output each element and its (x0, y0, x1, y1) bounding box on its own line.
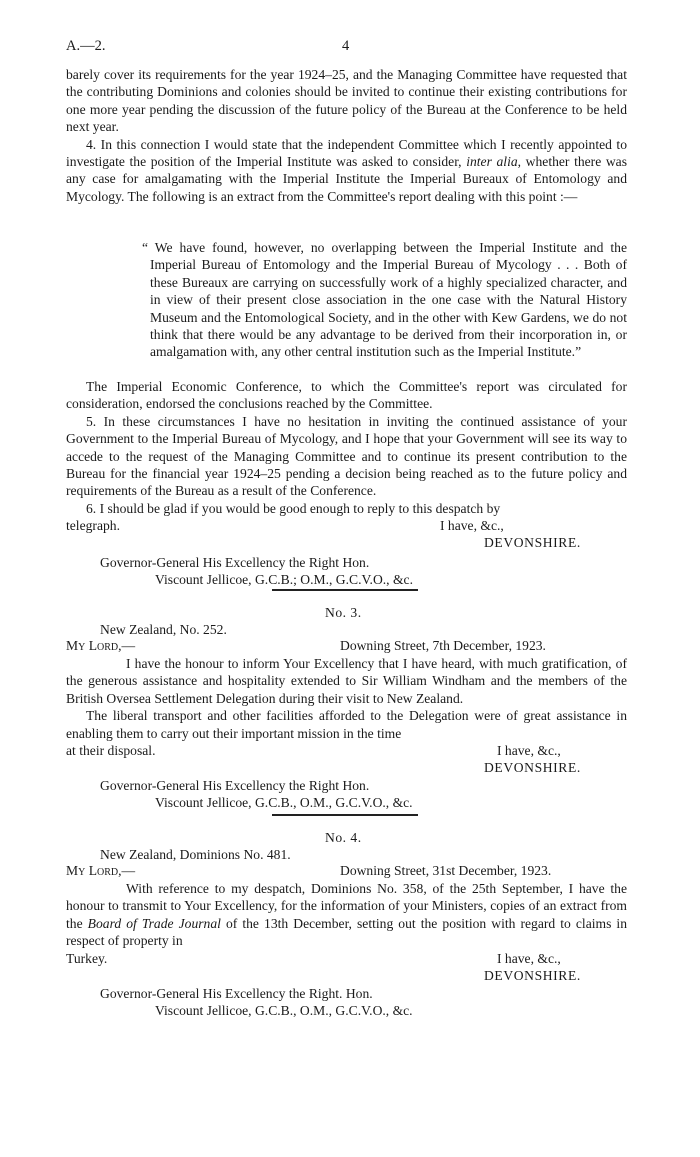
italic-journal-title: Board of Trade Journal (87, 915, 221, 931)
closing-i-have: I have, &c., (497, 743, 561, 758)
closing-i-have: I have, &c., (440, 518, 504, 533)
closing-i-have: I have, &c., (497, 951, 561, 966)
paragraph-1-end: Turkey. (66, 951, 108, 966)
addressee-line-2: Viscount Jellicoe, G.C.B., O.M., G.C.V.O., &c. (155, 1003, 413, 1018)
paragraph-1: With reference to my despatch, Dominions No. 358, of the 25th September, I have the honour to transmit to Your Excellency, for the information of your Ministers, copies of an extract from the Board of Trade Journal of the 13th December, setting out the position with regard to claims in respect of property in (66, 881, 627, 949)
paragraph-1: I have the honour to inform Your Excellency that I have heard, with much gratification, of the generous assistance and hospitality extended to Sir William Windham and the members of the British Oversea Settlement Delegation during their visit to New Zealand. (66, 656, 627, 706)
paragraph-6-end: telegraph. (66, 518, 120, 533)
addressee-line-2: Viscount Jellicoe, G.C.B., O.M., G.C.V.O., &c. (155, 795, 413, 810)
despatch-reference: New Zealand, Dominions No. 481. (100, 847, 291, 862)
letter-body-closing (66, 378, 627, 517)
italic-inter-alia: inter alia (466, 154, 518, 170)
salutation: My Lord,— (66, 638, 136, 653)
despatch-number-heading: No. 3. (325, 605, 362, 620)
committee-report-quote: “ We have found, however, no overlapping between the Imperial Institute and the Imperial Bureau of Entomology and the Imperial Bureau of Mycology . . . Both of these Bureaux are carrying on successfully work of a highly specialized character, and in view of their present close association in the one case with the Natural History Museum and the Entomological Society, and in the other with Kew Gardens, we do not think that there would be any advantage to be derived from their incorporation in, or amalgamation with, any other central institution such as the Imperial Institute.” (142, 240, 627, 360)
addressee-line-1: Governor-General His Excellency the Right Hon. (100, 555, 370, 570)
paragraph-iec: The Imperial Economic Conference, to which the Committee's report was circulated for consideration, endorsed the conclusions reached by the Committee. (66, 379, 627, 412)
letter-body-continued (66, 66, 627, 205)
paragraph-6: 6. I should be glad if you would be good enough to reply to this despatch by (86, 500, 501, 516)
place-date: Downing Street, 31st December, 1923. (340, 863, 552, 878)
place-date: Downing Street, 7th December, 1923. (340, 638, 546, 653)
addressee-line-2: Viscount Jellicoe, G.C.B.; O.M., G.C.V.O., &c. (155, 572, 413, 587)
signature: DEVONSHIRE. (484, 968, 581, 983)
paragraph-5: 5. In these circumstances I have no hesitation in inviting the continued assistance of your Government to the Imperial Bureau of Mycology, and I hope that your Government will see its way to accede to the request of the Managing Committee and to continue its present contribution to the Bureau for the financial year 1924–25 pending a decision being reached as to the future policy and requirements of the Bureau as a result of the Conference. (66, 413, 627, 499)
despatch-reference: New Zealand, No. 252. (100, 622, 227, 637)
paragraph-2: The liberal transport and other facilities afforded to the Delegation were of great assistance in enabling them to carry out their important mission in the time (66, 708, 627, 741)
signature: DEVONSHIRE. (484, 535, 581, 550)
page-reference: A.—2. (66, 38, 106, 54)
signature: DEVONSHIRE. (484, 760, 581, 775)
letter-body (66, 655, 627, 742)
addressee-line-1: Governor-General His Excellency the Right Hon. (100, 778, 370, 793)
despatch-number-heading: No. 4. (325, 830, 362, 845)
letter-body (66, 880, 627, 950)
section-divider (272, 589, 418, 591)
section-divider (272, 814, 418, 816)
page-number: 4 (342, 38, 350, 54)
salutation: My Lord,— (66, 863, 136, 878)
paragraph-2-end: at their disposal. (66, 743, 156, 758)
paragraph-4: 4. In this connection I would state that the independent Committee which I recently appointed to investigate the position of the Imperial Institute was asked to consider, inter alia, whether there was any case for amalgamating with the Imperial Institute the Imperial Bureaux of Entomology and Mycology. The following is an extract from the Committee's report dealing with this point :— (66, 136, 627, 204)
paragraph-continued: barely cover its requirements for the year 1924–25, and the Managing Committee have requested that the contributing Dominions and colonies should be invited to continue their existing contributions for one more year pending the discussion of the future policy of the Bureau at the Conference to be held next year. (66, 67, 627, 135)
addressee-line-1: Governor-General His Excellency the Right. Hon. (100, 986, 373, 1001)
